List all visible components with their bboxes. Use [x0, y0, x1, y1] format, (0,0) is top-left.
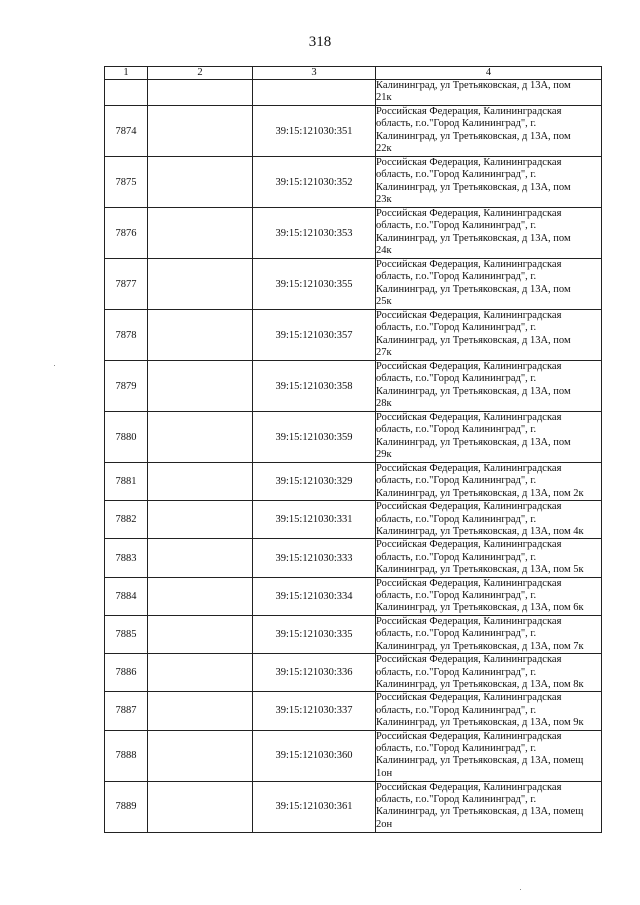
- row-col2: [148, 310, 253, 361]
- cadastral-number: 39:15:121030:359: [253, 412, 376, 463]
- address-cell: Российская Федерация, Калининградская область, г.о."Город Калининград", г. Калининград, ул Третьяковская, д 13А, пом 29к: [376, 412, 602, 463]
- cadastral-number: 39:15:121030:335: [253, 615, 376, 653]
- row-col2: [148, 692, 253, 730]
- row-number: 7880: [105, 412, 148, 463]
- row-number: 7886: [105, 654, 148, 692]
- table-row: [105, 157, 602, 208]
- cadastral-number: 39:15:121030:337: [253, 692, 376, 730]
- cadastral-number: 39:15:121030:358: [253, 361, 376, 412]
- cadastral-number: 39:15:121030:355: [253, 259, 376, 310]
- row-col2: [148, 259, 253, 310]
- address-cell: Российская Федерация, Калининградская область, г.о."Город Калининград", г. Калининград, ул Третьяковская, д 13А, пом 8к: [376, 654, 602, 692]
- table-row: [105, 781, 602, 832]
- header-row: [105, 67, 602, 80]
- cadastral-number: 39:15:121030:351: [253, 106, 376, 157]
- header-col-1: 1: [105, 67, 148, 80]
- row-number: 7881: [105, 463, 148, 501]
- table-row: [105, 577, 602, 615]
- register-table: [104, 66, 602, 833]
- row-col2: [148, 208, 253, 259]
- row-col2: [148, 615, 253, 653]
- address-cell: Российская Федерация, Калининградская область, г.о."Город Калининград", г. Калининград, ул Третьяковская, д 13А, пом 27к: [376, 310, 602, 361]
- address-cell: Российская Федерация, Калининградская область, г.о."Город Калининград", г. Калининград, ул Третьяковская, д 13А, помещ 1он: [376, 730, 602, 781]
- row-number: 7882: [105, 501, 148, 539]
- row-number: 7883: [105, 539, 148, 577]
- table-row: [105, 692, 602, 730]
- table-row: [105, 106, 602, 157]
- row-col2: [148, 730, 253, 781]
- row-number: 7876: [105, 208, 148, 259]
- header-col-3: 3: [253, 67, 376, 80]
- cadastral-number: 39:15:121030:352: [253, 157, 376, 208]
- table-row: [105, 730, 602, 781]
- table-row: [105, 615, 602, 653]
- table-row: [105, 539, 602, 577]
- table-row: [105, 654, 602, 692]
- cadastral-number: 39:15:121030:353: [253, 208, 376, 259]
- header-col-2: 2: [148, 67, 253, 80]
- address-cell: Российская Федерация, Калининградская область, г.о."Город Калининград", г. Калининград, ул Третьяковская, д 13А, пом 28к: [376, 361, 602, 412]
- address-cell: Российская Федерация, Калининградская область, г.о."Город Калининград", г. Калининград, ул Третьяковская, д 13А, пом 9к: [376, 692, 602, 730]
- cadastral-number: 39:15:121030:361: [253, 781, 376, 832]
- address-cell: Российская Федерация, Калининградская область, г.о."Город Калининград", г. Калининград, ул Третьяковская, д 13А, пом 7к: [376, 615, 602, 653]
- row-col2: [148, 539, 253, 577]
- row-number: 7885: [105, 615, 148, 653]
- row-col2: [148, 463, 253, 501]
- page-number: 318: [308, 34, 332, 50]
- address-cell: Российская Федерация, Калининградская область, г.о."Город Калининград", г. Калининград, ул Третьяковская, д 13А, пом 5к: [376, 539, 602, 577]
- row-col2: [148, 106, 253, 157]
- table-row: [105, 412, 602, 463]
- table-row: [105, 80, 602, 106]
- row-number: 7879: [105, 361, 148, 412]
- row-col2: [148, 781, 253, 832]
- table-row: [105, 259, 602, 310]
- row-col2: [148, 577, 253, 615]
- table-row: [105, 463, 602, 501]
- cadastral-number: 39:15:121030:336: [253, 654, 376, 692]
- row-col2: [148, 501, 253, 539]
- row-number: 7887: [105, 692, 148, 730]
- row-col2: [148, 157, 253, 208]
- row-number: 7874: [105, 106, 148, 157]
- header-col-4: 4: [376, 67, 602, 80]
- row-number: 7875: [105, 157, 148, 208]
- cadastral-number: 39:15:121030:329: [253, 463, 376, 501]
- row-number: 7888: [105, 730, 148, 781]
- address-cell: Российская Федерация, Калининградская область, г.о."Город Калининград", г. Калининград, ул Третьяковская, д 13А, помещ 2он: [376, 781, 602, 832]
- cadastral-number: 39:15:121030:334: [253, 577, 376, 615]
- table-row: [105, 310, 602, 361]
- row-col2: [148, 654, 253, 692]
- row-col2: [148, 361, 253, 412]
- table-row: [105, 208, 602, 259]
- row-number: 7877: [105, 259, 148, 310]
- row-col2: [148, 412, 253, 463]
- address-cell: Российская Федерация, Калининградская область, г.о."Город Калининград", г. Калининград, ул Третьяковская, д 13А, пом 2к: [376, 463, 602, 501]
- cadastral-number: 39:15:121030:331: [253, 501, 376, 539]
- row-number: 7878: [105, 310, 148, 361]
- address-cell: Калининград, ул Третьяковская, д 13А, пом 21к: [376, 80, 602, 106]
- row-number: 7889: [105, 781, 148, 832]
- scan-speck: [54, 365, 55, 366]
- row-col2: [148, 80, 253, 106]
- address-cell: Российская Федерация, Калининградская область, г.о."Город Калининград", г. Калининград, ул Третьяковская, д 13А, пом 23к: [376, 157, 602, 208]
- address-cell: Российская Федерация, Калининградская область, г.о."Город Калининград", г. Калининград, ул Третьяковская, д 13А, пом 25к: [376, 259, 602, 310]
- address-cell: Российская Федерация, Калининградская область, г.о."Город Калининград", г. Калининград, ул Третьяковская, д 13А, пом 22к: [376, 106, 602, 157]
- cadastral-number: [253, 80, 376, 106]
- row-number: [105, 80, 148, 106]
- table-row: [105, 501, 602, 539]
- table-body: [105, 80, 602, 833]
- cadastral-number: 39:15:121030:333: [253, 539, 376, 577]
- table-row: [105, 361, 602, 412]
- cadastral-number: 39:15:121030:357: [253, 310, 376, 361]
- cadastral-number: 39:15:121030:360: [253, 730, 376, 781]
- row-number: 7884: [105, 577, 148, 615]
- address-cell: Российская Федерация, Калининградская область, г.о."Город Калининград", г. Калининград, ул Третьяковская, д 13А, пом 4к: [376, 501, 602, 539]
- address-cell: Российская Федерация, Калининградская область, г.о."Город Калининград", г. Калининград, ул Третьяковская, д 13А, пом 6к: [376, 577, 602, 615]
- scan-speck: [520, 889, 521, 890]
- address-cell: Российская Федерация, Калининградская область, г.о."Город Калининград", г. Калининград, ул Третьяковская, д 13А, пом 24к: [376, 208, 602, 259]
